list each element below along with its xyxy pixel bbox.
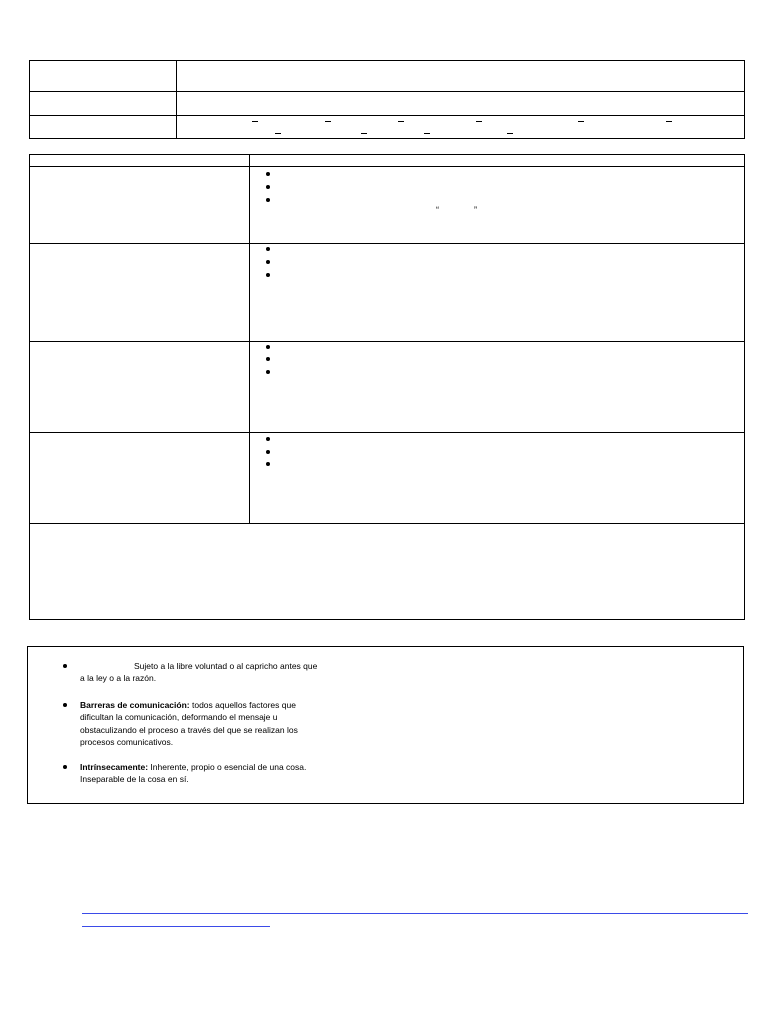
close-quote-mark: ” (474, 205, 477, 215)
glossary-term: Intrínsecamente: (80, 762, 149, 772)
bullet (63, 703, 67, 707)
main-table-column-divider (249, 154, 250, 524)
main-table-row-line (29, 432, 745, 433)
bullet (266, 450, 270, 454)
header-table-row-line (29, 91, 745, 92)
header-table-row-line (29, 115, 745, 116)
bullet (266, 345, 270, 349)
bullet (266, 172, 270, 176)
link-underline (82, 913, 748, 914)
glossary-definition: Sujeto a la libre voluntad o al capricho antes que a la ley o a la razón. (80, 661, 318, 684)
bullet (266, 273, 270, 277)
link-underline (82, 926, 270, 927)
glossary-definition: Inherente, propio o esencial de una cosa. Inseparable de la cosa en sí. (80, 762, 307, 785)
bullet (266, 370, 270, 374)
glossary-item (80, 761, 320, 786)
main-table-row-line (29, 243, 745, 244)
glossary-item (80, 699, 320, 749)
bullet (266, 185, 270, 189)
glossary-definition: todos aquellos factores que dificultan la comunicación, deformando el mensaje u obstaculizando el proceso a través del que se realizan los procesos comunicativos. (80, 700, 298, 748)
main-table-row-line (29, 341, 745, 342)
open-quote-mark: “ (436, 205, 439, 215)
bullet (63, 765, 67, 769)
main-table-row-line (29, 523, 745, 524)
main-table (29, 154, 745, 620)
glossary-term: Barreras de comunicación: (80, 700, 190, 710)
header-table (29, 60, 745, 139)
bullet (266, 260, 270, 264)
header-table-divider (176, 60, 177, 139)
bullet (266, 437, 270, 441)
bullet (266, 357, 270, 361)
glossary-item (80, 660, 320, 685)
bullet (63, 664, 67, 668)
bullet (266, 247, 270, 251)
bullet (266, 198, 270, 202)
main-table-header-line (29, 166, 745, 167)
bullet (266, 462, 270, 466)
